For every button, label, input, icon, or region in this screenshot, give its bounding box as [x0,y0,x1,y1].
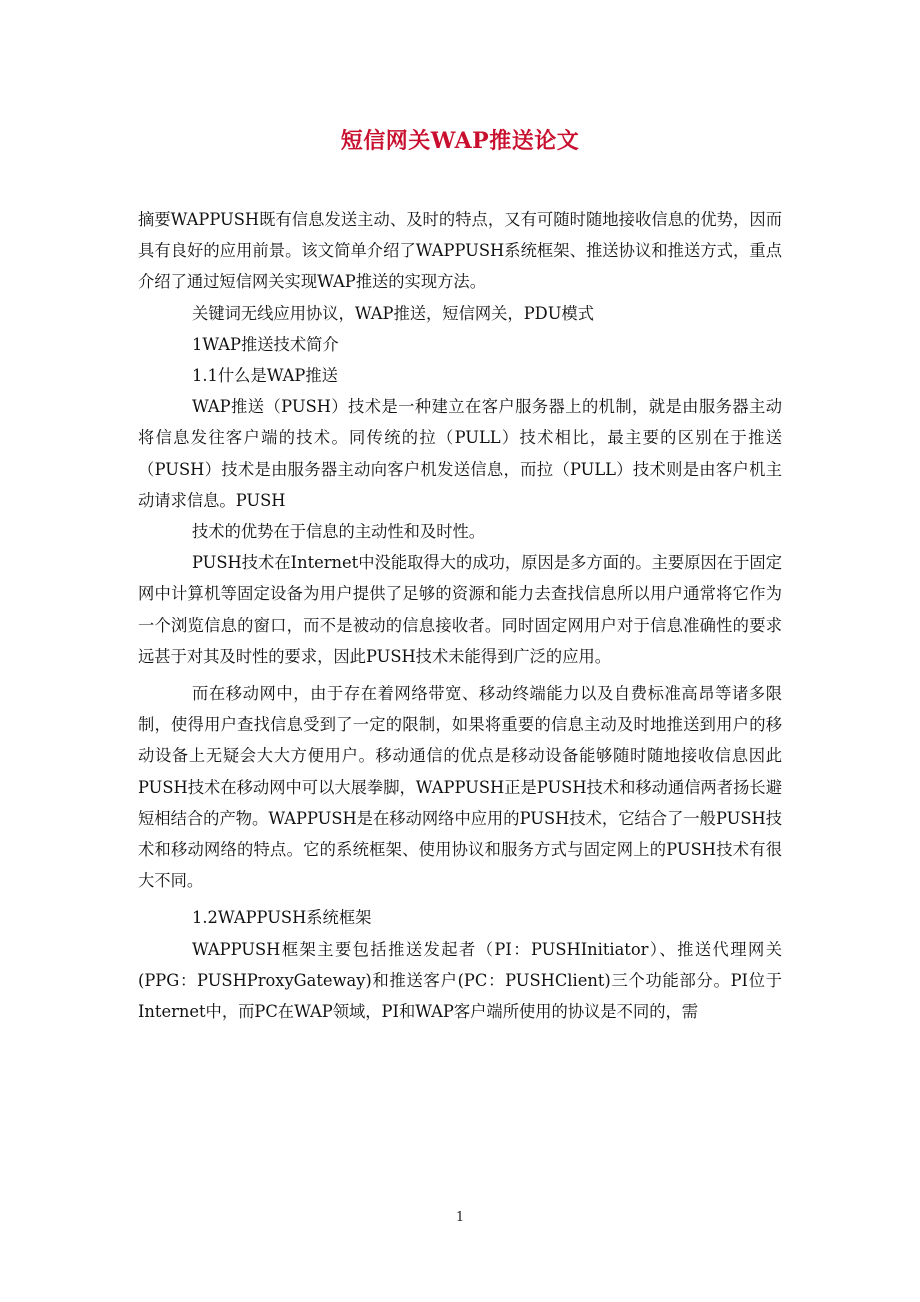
keywords-paragraph: 关键词无线应用协议，WAP推送，短信网关，PDU模式 [192,303,594,323]
document-title: 短信网关WAP推送论文 [340,128,580,154]
subsection-heading: 1.1什么是WAP推送 [192,366,338,386]
body-paragraph: WAP推送（PUSH）技术是一种建立在客户服务器上的机制，就是由服务器主动将信息发往客户端的技术。同传统的拉（PULL）技术相比，最主要的区别在于推送（PUSH）技术是由服务器主动向客户机发送信息，而拉（PULL）技术则是由客户机主动请求信息。PUSH [138,397,782,510]
body-paragraph: 而在移动网中，由于存在着网络带宽、移动终端能力以及自费标准高昂等诸多限制，使得用户查找信息受到了一定的限制，如果将重要的信息主动及时地推送到用户的移动设备上无疑会大大方便用户。移动通信的优点是移动设备能够随时随地接收信息因此PUSH技术在移动网中可以大展拳脚，WAPPUSH正是PUSH技术和移动通信两者扬长避短相结合的产物。WAPPUSH是在移动网络中应用的PUSH技术，它结合了一般PUSH技术和移动网络的特点。它的系统框架、使用协议和服务方式与固定网上的PUSH技术有很大不同。 [138,684,782,891]
body-paragraph: 技术的优势在于信息的主动性和及时性。 [192,522,486,542]
body-paragraph: WAPPUSH框架主要包括推送发起者（PI：PUSHInitiator）、推送代理网关(PPG：PUSHProxyGateway)和推送客户(PC：PUSHClient)三个功能部分。PI位于Internet中，而PC在WAP领域，PI和WAP客户端所使用的协议是不同的，需 [138,939,782,1022]
page-number: 1 [455,1210,465,1225]
subsection-heading: 1.2WAPPUSH系统框架 [192,908,372,928]
body-paragraph: PUSH技术在Internet中没能取得大的成功，原因是多方面的。主要原因在于固定网中计算机等固定设备为用户提供了足够的资源和能力去查找信息所以用户通常将它作为一个浏览信息的窗口，而不是被动的信息接收者。同时固定网用户对于信息准确性的要求远甚于对其及时性的要求，因此PUSH技术未能得到广泛的应用。 [138,553,782,666]
section-heading: 1WAP推送技术简介 [192,334,339,354]
document-body [138,204,782,1027]
abstract-paragraph: 摘要WAPPUSH既有信息发送主动、及时的特点，又有可随时随地接收信息的优势，因而具有良好的应用前景。该文简单介绍了WAPPUSH系统框架、推送协议和推送方式，重点介绍了通过短信网关实现WAP推送的实现方法。 [138,210,782,292]
